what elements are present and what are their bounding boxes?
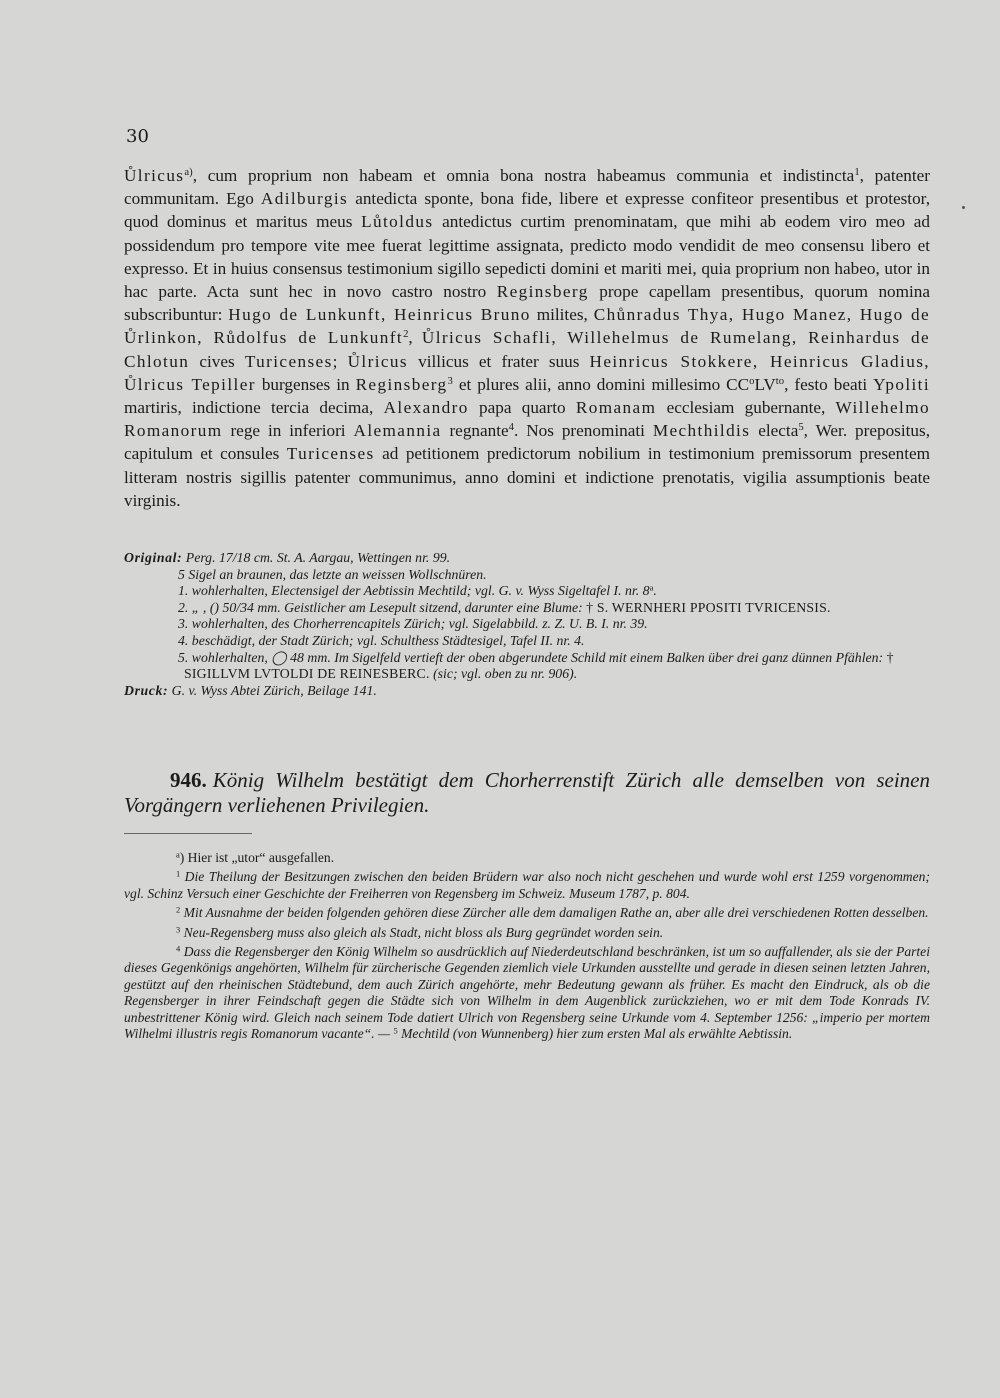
apparatus-text: 4. beschädigt, der Stadt Zürich; vgl. Schulthess Städtesigel, Tafel II. nr. 4. xyxy=(178,632,585,648)
footnote-marker: 4 xyxy=(176,943,181,954)
entry-title: König Wilhelm bestätigt dem Chorherrenstift Zürich alle demselben von seinen Vorgängern verliehenen Privilegien. xyxy=(124,768,930,817)
text-run: villicus et frater suus xyxy=(408,351,590,371)
text-run: Alexandro xyxy=(383,398,469,418)
text-run: , festo beati xyxy=(784,374,874,394)
apparatus-text: † SIGILLVM LVTOLDI DE REINESBERC. xyxy=(184,649,894,682)
text-run: LV xyxy=(754,374,776,394)
entry-number: 946. xyxy=(170,768,207,792)
text-run: prope capellam presentibus, quorum nomina subscribuntur: xyxy=(124,282,930,325)
text-run: Heinricus Stokkere, Heinricus Gladius, Ůlricus Tepiller xyxy=(124,351,930,394)
text-run: , cum proprium non habeam et omnia bona nostra habeamus communia et indistincta xyxy=(192,166,855,185)
footnote-marker: 1 xyxy=(854,167,860,179)
entry-heading xyxy=(124,768,930,818)
footnote xyxy=(124,905,930,921)
text-run: cives xyxy=(189,351,245,371)
footnote xyxy=(124,850,930,866)
footnote-marker: to xyxy=(775,375,785,387)
text-run: , patenter communitam. Ego xyxy=(124,166,930,209)
footnote-marker: a xyxy=(649,582,654,593)
charter-paragraph xyxy=(124,164,930,512)
text-run: Chůnradus Thya, Hugo Manez, Hugo de Ůrlinkon, Růdolfus de Lunkunft xyxy=(124,305,930,348)
text-run: Willehelmo Romanorum xyxy=(124,398,930,441)
apparatus-text: 2. „ , () 50/34 mm. Geistlicher am Lesepult sitzend, darunter eine Blume: xyxy=(178,599,587,615)
source-apparatus xyxy=(124,550,930,699)
apparatus-text: Original: xyxy=(124,550,183,565)
footnote-text: Neu-Regensberg muss also gleich als Stadt, nicht bloss als Burg gegründet worden sein. xyxy=(180,924,664,940)
footnote-marker: a) xyxy=(184,167,193,179)
apparatus-text: 5. wohlerhalten, ◯ 48 mm. Im Sigelfeld vertieft der oben abgerundete Schild mit einem Balken über drei ganz dünnen Pfählen: xyxy=(178,649,887,665)
apparatus-line xyxy=(124,600,930,617)
apparatus-text: † S. WERNHERI PPOSITI TVRICENSIS. xyxy=(586,599,831,615)
footnote-marker: 5 xyxy=(798,422,804,434)
footnote-marker: 5 xyxy=(393,1025,398,1036)
apparatus-text: 1. wohlerhalten, Electensigel der Aebtissin Mechtild; vgl. G. v. Wyss Sigeltafel I. nr. 8 xyxy=(178,583,650,599)
apparatus-line xyxy=(124,616,930,633)
footnote-text: Mit Ausnahme der beiden folgenden gehören diese Zürcher alle dem damaligen Rathe an, aber alle drei verschiedenen Rotten desselben. xyxy=(180,905,929,921)
text-run: . Nos prenominati xyxy=(513,421,653,441)
apparatus-text: Druck: xyxy=(124,682,169,698)
footnote-text: Dass die Regensberger den König Wilhelm so ausdrücklich auf Niederdeutschland beschränken, ist um so auffallender, als sie der Partei dieses Gegenkönigs angehörten, Wilhelm für zürcherische Gegenden ziemlich viele Urkunden ausstellte und gerade in diesen seinen letzten Jahren, gestützt auf den rheinischen Städtebund, dem auch Zürich angehörte, mehr Bedeutung gewann als früher. Es macht den Eindruck, als ob die Regensberger in ihrer Feindschaft gegen die Städte sich von Wilhelm in dem Augenblick zurückziehen, wo er mit dem Tode Konrads IV. unbestrittener König wird. Gleich nach seinem Tode datiert Ulrich von Regensberg seine Urkunde vom 4. September 1256: „imperio per mortem Wilhelmi illustris regis Romanorum vacante“. — xyxy=(124,944,930,1042)
text-run: , xyxy=(408,328,422,348)
footnote-text: Mechtild (von Wunnenberg) hier zum ersten Mal als erwählte Aebtissin. xyxy=(397,1026,793,1042)
text-run: Ypoliti xyxy=(873,374,931,394)
text-run: ad petitionem predictorum nobilium in testimonium premissorum presentem litteram nostris sigillis patenter communimus, anno domini et indictione prenotatis, vigilia assumptionis beate virginis. xyxy=(124,444,930,510)
text-run: antedictus curtim prenominatam, que mihi ab eodem viro meo ad possidendum pro tempore vite mee fuerat legittime assignata, predicto modo vendidit de meo consensu libero et expresso. Et in huius consensus testimonium sigillo sepedicti domini et mariti mei, quia proprium non habeo, utor in hac parte. Acta sunt hec in novo castro nostro xyxy=(124,212,930,302)
apparatus-line xyxy=(124,567,930,584)
text-run: et plures alii, anno domini millesimo CC xyxy=(452,374,750,394)
footnote-marker: a xyxy=(176,849,180,860)
footnote xyxy=(124,925,930,941)
apparatus-line xyxy=(124,633,930,650)
text-run: Mechthildis xyxy=(652,421,751,441)
text-run: burgenses in xyxy=(255,374,356,394)
apparatus-line xyxy=(124,650,930,683)
text-run: Turicenses xyxy=(286,444,375,464)
text-run: Alemannia xyxy=(353,421,442,441)
text-run: Romanam xyxy=(575,398,657,418)
text-run: papa quarto xyxy=(468,398,576,418)
text-run: antedicta sponte, bona fide, libere et expresse confiteor presentibus et protestor, quod dominus et maritus meus xyxy=(124,189,930,232)
text-run: ecclesiam gubernante, xyxy=(656,398,836,418)
footnote-marker: 3 xyxy=(447,375,453,387)
footnote-marker: 2 xyxy=(176,904,181,915)
footnotes xyxy=(124,850,930,1045)
apparatus-line xyxy=(124,683,930,700)
text-run: Ůlricus Schafli, Willehelmus de Rumelang, Reinhardus de Chlotun xyxy=(124,328,930,371)
text-run: Ůlricus xyxy=(124,166,185,185)
apparatus-text: 3. wohlerhalten, des Chorherrencapitels Zürich; vgl. Sigelabbild. z. Z. U. B. I. nr. 39. xyxy=(178,616,648,632)
text-run: milites, xyxy=(530,305,594,325)
footnote-marker: o xyxy=(749,375,755,387)
paper-speck xyxy=(962,206,965,209)
text-run: Lůtoldus xyxy=(361,212,434,232)
text-run: rege in inferiori xyxy=(222,421,354,441)
apparatus-line xyxy=(124,550,930,567)
footnote-marker: 1 xyxy=(176,868,181,879)
charter-text xyxy=(124,164,930,512)
apparatus-text: G. v. Wyss Abtei Zürich, Beilage 141. xyxy=(168,682,377,698)
apparatus-line xyxy=(124,583,930,600)
apparatus-text: . xyxy=(653,583,657,599)
text-run: Hugo de Lunkunft, Heinricus Bruno xyxy=(228,305,531,325)
footnote xyxy=(124,869,930,902)
footnote-marker: 2 xyxy=(403,329,409,341)
apparatus-text: 5 Sigel an braunen, das letzte an weissen Wollschnüren. xyxy=(178,566,487,582)
footnote-marker: 4 xyxy=(508,422,514,434)
text-run: Adilburgis xyxy=(260,189,349,209)
text-run: electa xyxy=(750,421,799,441)
text-run: ; xyxy=(332,351,348,371)
text-run: Reginsberg xyxy=(496,282,589,302)
apparatus-text: (sic; vgl. oben zu nr. 906). xyxy=(429,666,578,682)
footnote-rule xyxy=(124,833,252,834)
footnote-marker: 3 xyxy=(176,924,181,934)
footnote-text: ) Hier ist „utor“ ausgefallen. xyxy=(179,850,335,865)
text-run: regnante xyxy=(441,421,509,441)
text-run: Ůlricus xyxy=(347,351,409,371)
page-number: 30 xyxy=(126,126,149,147)
text-run: Reginsberg xyxy=(355,374,448,394)
text-run: , Wer. prepositus, capitulum et consules xyxy=(124,421,931,464)
text-run: Turicenses xyxy=(244,351,333,371)
text-run: martiris, indictione tercia decima, xyxy=(124,398,384,418)
footnote-text: Die Theilung der Besitzungen zwischen den beiden Brüdern war also noch nicht geschehen und wurde wohl erst 1259 vorgenommen; vgl. Schinz Versuch einer Geschichte der Freiherren von Regensberg im Schweiz. Museum 1787, p. 804. xyxy=(124,869,930,901)
apparatus-text: Perg. 17/18 cm. St. A. Aargau, Wettingen nr. 99. xyxy=(182,550,451,565)
footnote xyxy=(124,944,930,1042)
